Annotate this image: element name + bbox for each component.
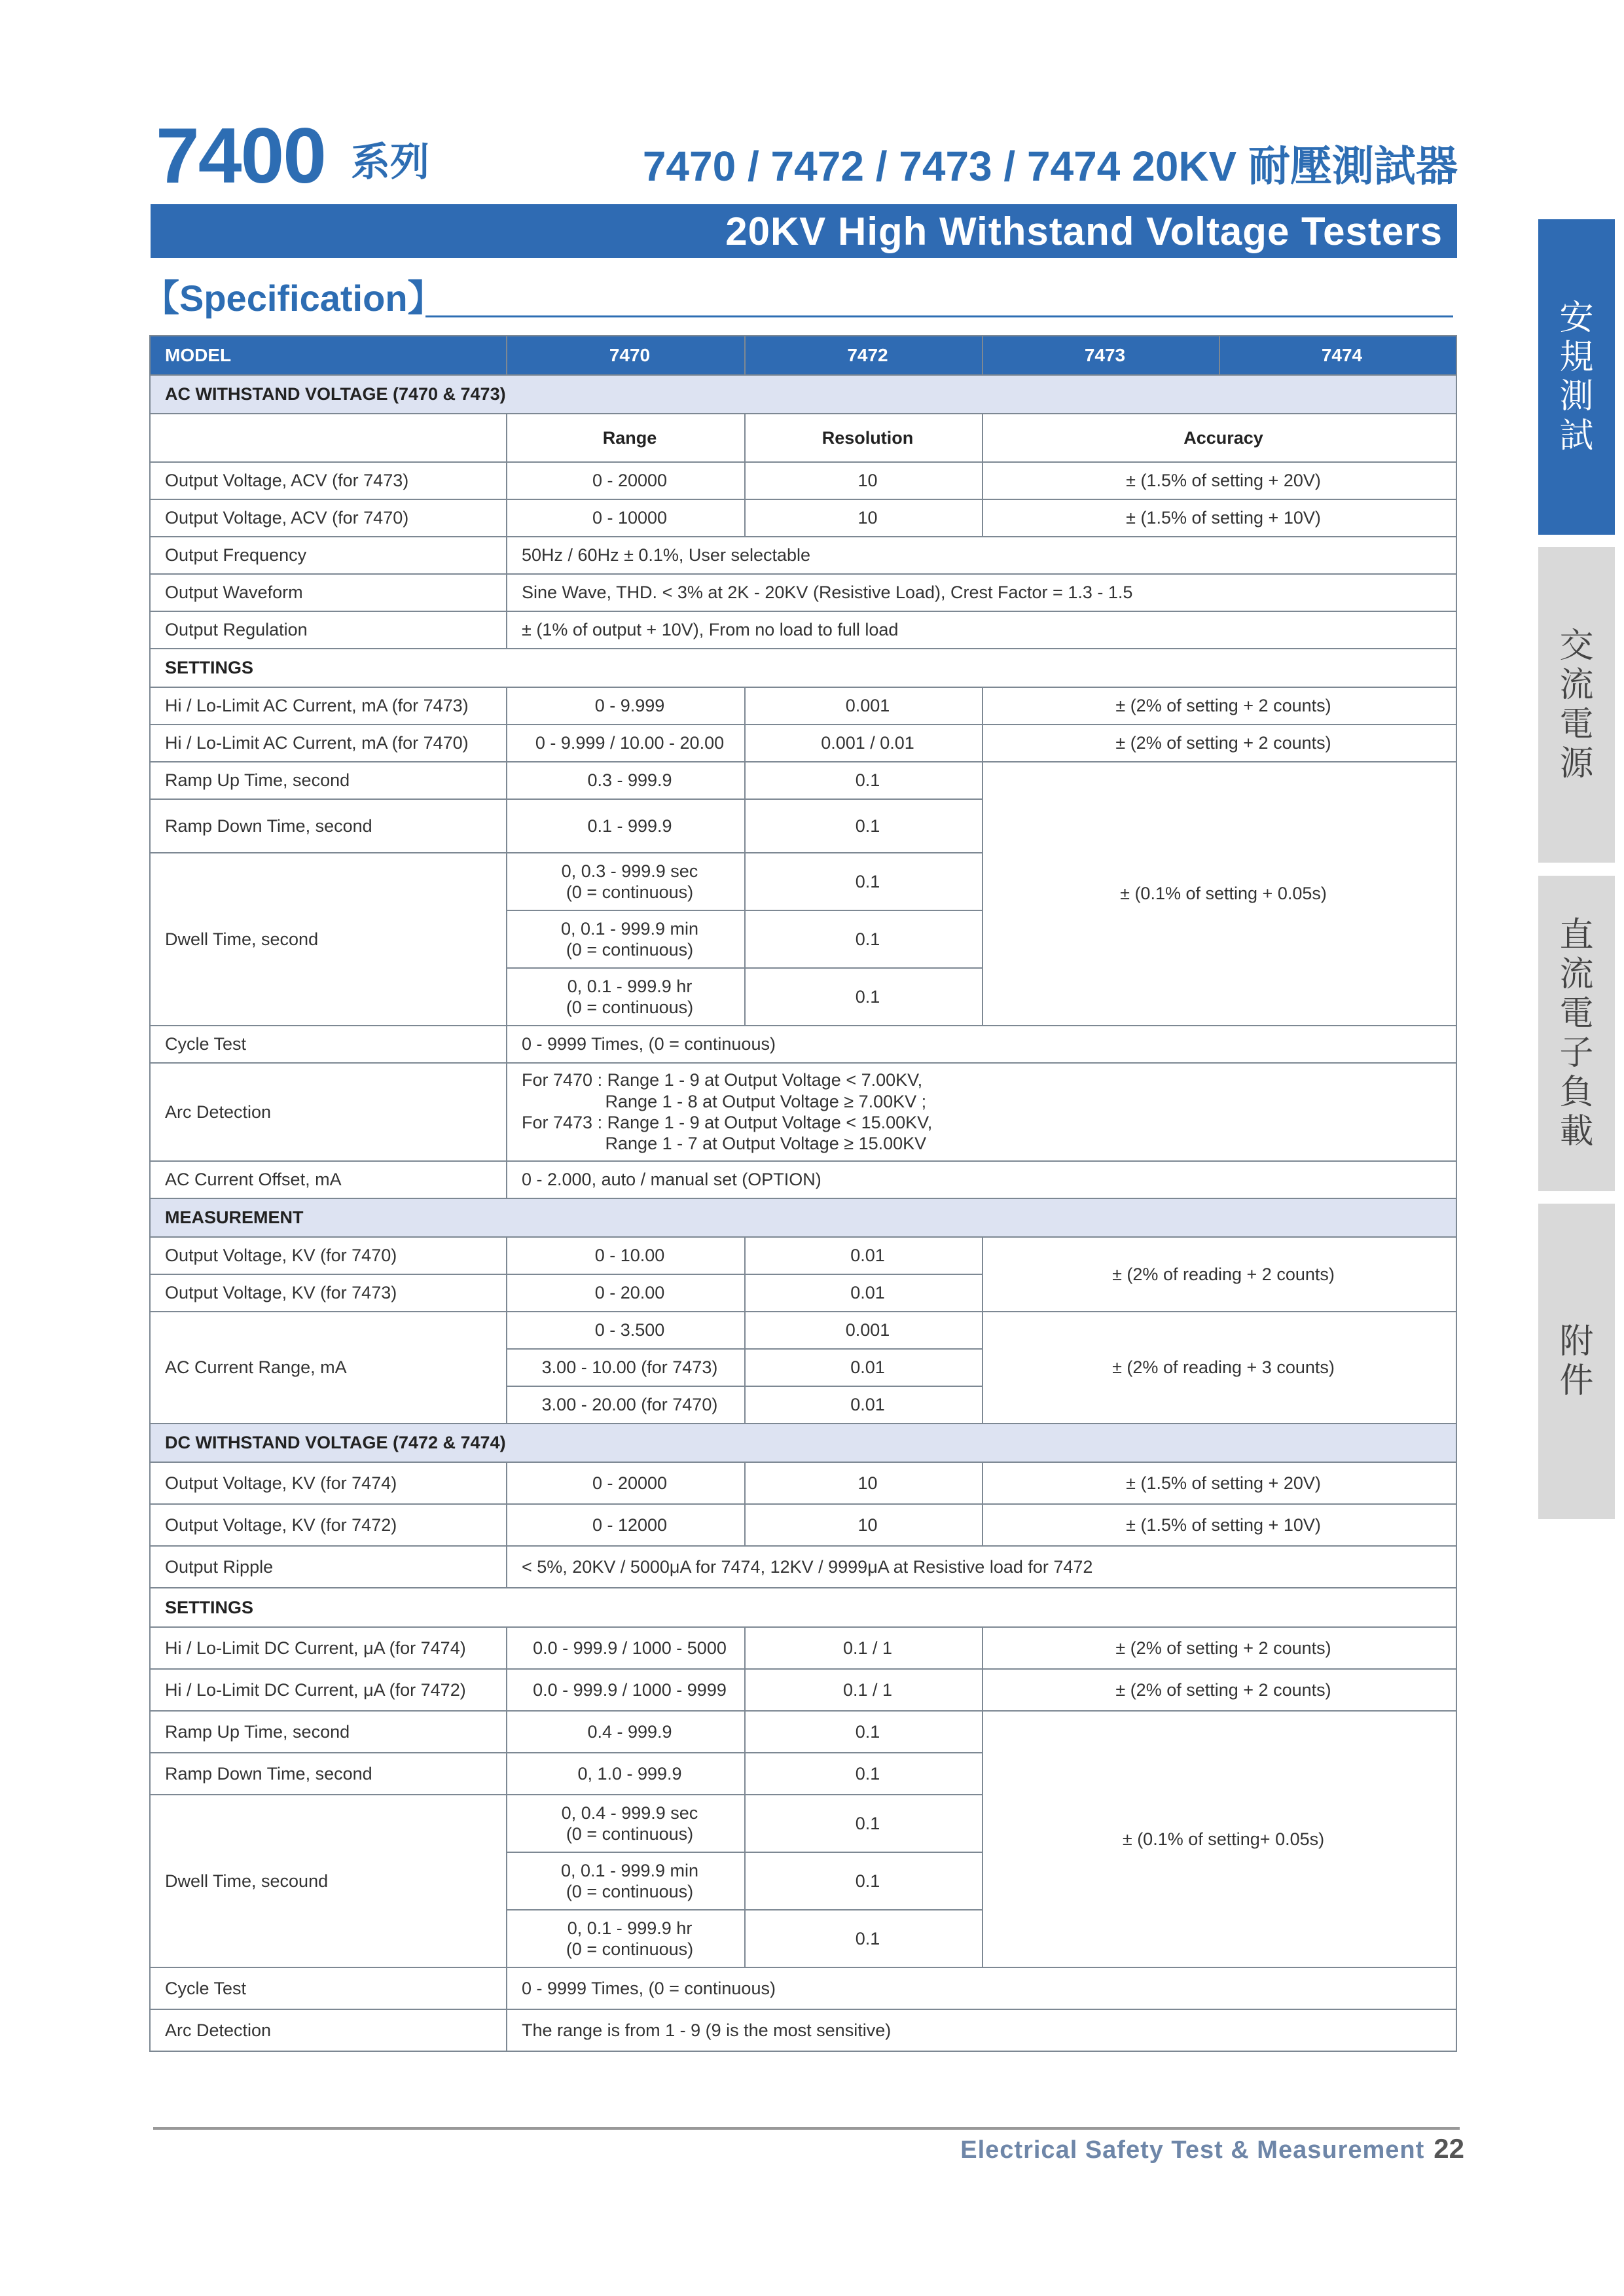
side-tab-glyph: 負	[1559, 1073, 1594, 1111]
dwell-note-line: (0 = continuous)	[566, 1824, 694, 1844]
header-7472: 7472	[745, 336, 983, 375]
table-row	[150, 462, 1456, 499]
range-cell: 3.00 - 20.00 (for 7470)	[507, 1386, 745, 1424]
resolution-cell: 0.1	[745, 1910, 983, 1967]
arc-line: Range 1 - 7 at Output Voltage ≥ 15.00KV	[522, 1134, 927, 1154]
footer	[960, 2132, 1464, 2166]
accuracy-cell: ± (2% of reading + 3 counts)	[983, 1312, 1456, 1424]
settings-label: SETTINGS	[150, 649, 1456, 687]
side-tab-label	[1559, 298, 1593, 456]
row-label: Output Voltage, KV (for 7472)	[150, 1504, 507, 1546]
accuracy-cell: ± (2% of setting + 2 counts)	[983, 1627, 1456, 1669]
row-label: AC Current Range, mA	[150, 1312, 507, 1424]
table-row	[150, 725, 1456, 762]
settings-label: SETTINGS	[150, 1588, 1456, 1627]
row-label: Ramp Up Time, second	[150, 1711, 507, 1753]
range-cell: 0 - 3.500	[507, 1312, 745, 1349]
side-tab-glyph: 直	[1559, 916, 1594, 954]
row-label: Output Waveform	[150, 574, 507, 611]
value-cell: 0 - 9999 Times, (0 = continuous)	[507, 1967, 1456, 2009]
table-row	[150, 1462, 1456, 1504]
resolution-cell: 10	[745, 462, 983, 499]
table-row	[150, 1669, 1456, 1711]
subsection-row	[150, 1588, 1456, 1627]
accuracy-cell: ± (1.5% of setting + 20V)	[983, 1462, 1456, 1504]
footer-rule	[153, 2127, 1460, 2130]
resolution-cell: 0.1	[745, 799, 983, 853]
value-cell: < 5%, 20KV / 5000μA for 7474, 12KV / 9999μA at Resistive load for 7472	[507, 1546, 1456, 1588]
table-row	[150, 1026, 1456, 1063]
dwell-range-line: 0, 0.4 - 999.9 sec	[561, 1803, 698, 1823]
row-label: Hi / Lo-Limit DC Current, μA (for 7474)	[150, 1627, 507, 1669]
table-row	[150, 499, 1456, 537]
empty-cell	[150, 414, 507, 462]
accuracy-cell: ± (0.1% of setting+ 0.05s)	[983, 1711, 1456, 1967]
range-cell: 0.0 - 999.9 / 1000 - 5000	[507, 1627, 745, 1669]
dwell-range-line: 0, 0.1 - 999.9 hr	[567, 976, 693, 996]
resolution-cell: 0.1	[745, 910, 983, 968]
table-row	[150, 537, 1456, 574]
dwell-range-line: 0, 0.3 - 999.9 sec	[561, 861, 698, 881]
table-row	[150, 1504, 1456, 1546]
measurement-label: MEASUREMENT	[150, 1198, 1456, 1237]
dwell-note-line: (0 = continuous)	[566, 940, 694, 960]
row-label: Output Ripple	[150, 1546, 507, 1588]
side-tab-glyph: 附	[1559, 1323, 1594, 1361]
dwell-range-line: 0, 0.1 - 999.9 min	[560, 918, 699, 939]
dwell-note-line: (0 = continuous)	[566, 882, 694, 902]
range-cell: 0 - 9.999 / 10.00 - 20.00	[507, 725, 745, 762]
resolution-cell: 0.001 / 0.01	[745, 725, 983, 762]
side-tab-glyph: 電	[1559, 706, 1594, 744]
side-tab-label	[1559, 626, 1593, 783]
row-label: Arc Detection	[150, 2009, 507, 2051]
range-cell	[507, 910, 745, 968]
row-label: Cycle Test	[150, 1967, 507, 2009]
side-tab-label	[1559, 916, 1593, 1151]
section-row	[150, 1198, 1456, 1237]
resolution-cell: 0.1	[745, 1795, 983, 1852]
range-cell: 0.1 - 999.9	[507, 799, 745, 853]
resolution-cell: 0.1	[745, 968, 983, 1026]
range-cell: 0 - 20.00	[507, 1274, 745, 1312]
col-accuracy: Accuracy	[983, 414, 1456, 462]
range-cell: 0.4 - 999.9	[507, 1711, 745, 1753]
side-tab-glyph: 流	[1559, 666, 1594, 704]
accuracy-cell: ± (1.5% of setting + 10V)	[983, 499, 1456, 537]
side-tab-accessories[interactable]	[1538, 1204, 1615, 1519]
table-row	[150, 762, 1456, 799]
dwell-note-line: (0 = continuous)	[566, 997, 694, 1017]
range-cell: 3.00 - 10.00 (for 7473)	[507, 1349, 745, 1386]
table-row	[150, 574, 1456, 611]
side-tab-label	[1559, 1322, 1593, 1401]
series-suffix: 系列	[351, 140, 429, 184]
resolution-cell: 0.1	[745, 1711, 983, 1753]
accuracy-cell: ± (0.1% of setting + 0.05s)	[983, 762, 1456, 1026]
dwell-range-line: 0, 0.1 - 999.9 hr	[567, 1918, 693, 1938]
accuracy-cell: ± (2% of reading + 2 counts)	[983, 1237, 1456, 1312]
table-row	[150, 611, 1456, 649]
row-label: Dwell Time, second	[150, 853, 507, 1026]
range-cell: 0 - 9.999	[507, 687, 745, 725]
value-cell: Sine Wave, THD. < 3% at 2K - 20KV (Resistive Load), Crest Factor = 1.3 - 1.5	[507, 574, 1456, 611]
resolution-cell: 0.1	[745, 1753, 983, 1795]
dwell-note-line: (0 = continuous)	[566, 1939, 694, 1959]
resolution-cell: 0.001	[745, 687, 983, 725]
side-tab-glyph: 規	[1559, 338, 1594, 376]
header-7473: 7473	[983, 336, 1219, 375]
title-bar-text: 20KV High Withstand Voltage Testers	[725, 209, 1443, 253]
row-label: Ramp Down Time, second	[150, 1753, 507, 1795]
table-row	[150, 687, 1456, 725]
table-row	[150, 1312, 1456, 1349]
header-7474: 7474	[1219, 336, 1456, 375]
arc-line: Range 1 - 8 at Output Voltage ≥ 7.00KV ;	[522, 1091, 927, 1111]
resolution-cell: 10	[745, 499, 983, 537]
accuracy-cell: ± (2% of setting + 2 counts)	[983, 725, 1456, 762]
footer-label: Electrical Safety Test & Measurement	[960, 2136, 1425, 2164]
side-tab-glyph: 載	[1559, 1113, 1594, 1151]
dwell-note-line: (0 = continuous)	[566, 1882, 694, 1901]
side-tab-glyph: 源	[1559, 745, 1594, 783]
table-row	[150, 1063, 1456, 1161]
side-tab-glyph: 流	[1559, 956, 1594, 994]
resolution-cell: 0.1	[745, 762, 983, 799]
arc-line: For 7470 : Range 1 - 9 at Output Voltage < 7.00KV,	[522, 1070, 923, 1090]
row-label: Arc Detection	[150, 1063, 507, 1161]
table-row	[150, 2009, 1456, 2051]
row-label: Ramp Up Time, second	[150, 762, 507, 799]
row-label: Output Voltage, KV (for 7473)	[150, 1274, 507, 1312]
accuracy-cell: ± (2% of setting + 2 counts)	[983, 687, 1456, 725]
section-row	[150, 375, 1456, 414]
row-label: Hi / Lo-Limit DC Current, μA (for 7472)	[150, 1669, 507, 1711]
header-7470: 7470	[507, 336, 745, 375]
side-tab-glyph: 安	[1559, 299, 1594, 337]
side-tab-glyph: 試	[1559, 417, 1594, 455]
range-cell: 0.0 - 999.9 / 1000 - 9999	[507, 1669, 745, 1711]
spec-heading-rule	[425, 315, 1453, 317]
row-label: Output Frequency	[150, 537, 507, 574]
value-cell: ± (1% of output + 10V), From no load to full load	[507, 611, 1456, 649]
arc-line: For 7473 : Range 1 - 9 at Output Voltage < 15.00KV,	[522, 1113, 933, 1132]
value-cell: The range is from 1 - 9 (9 is the most sensitive)	[507, 2009, 1456, 2051]
resolution-cell: 0.1	[745, 1852, 983, 1910]
title-bar	[151, 204, 1457, 258]
range-cell: 0 - 12000	[507, 1504, 745, 1546]
resolution-cell: 0.01	[745, 1386, 983, 1424]
resolution-cell: 0.1 / 1	[745, 1669, 983, 1711]
table-row	[150, 1627, 1456, 1669]
side-tab-glyph: 電	[1559, 995, 1594, 1033]
table-row	[150, 414, 1456, 462]
row-label: Output Regulation	[150, 611, 507, 649]
row-label: Hi / Lo-Limit AC Current, mA (for 7473)	[150, 687, 507, 725]
col-range: Range	[507, 414, 745, 462]
row-label: Ramp Down Time, second	[150, 799, 507, 853]
subsection-row	[150, 649, 1456, 687]
range-cell	[507, 968, 745, 1026]
range-cell: 0 - 10000	[507, 499, 745, 537]
table-row	[150, 1237, 1456, 1274]
row-label: AC Current Offset, mA	[150, 1161, 507, 1198]
side-tab-glyph: 交	[1559, 627, 1594, 665]
arc-detail-cell	[507, 1063, 1456, 1161]
range-cell: 0.3 - 999.9	[507, 762, 745, 799]
table-row	[150, 1711, 1456, 1753]
col-resolution: Resolution	[745, 414, 983, 462]
table-row	[150, 1546, 1456, 1588]
models-title: 7470 / 7472 / 7473 / 7474 20KV 耐壓測試器	[642, 143, 1458, 190]
row-label: Output Voltage, ACV (for 7473)	[150, 462, 507, 499]
side-tab-ac-power[interactable]	[1538, 547, 1615, 863]
range-cell	[507, 1910, 745, 1967]
value-cell: 0 - 9999 Times, (0 = continuous)	[507, 1026, 1456, 1063]
range-cell: 0 - 20000	[507, 462, 745, 499]
range-cell: 0, 1.0 - 999.9	[507, 1753, 745, 1795]
range-cell	[507, 1852, 745, 1910]
series-number: 7400	[156, 112, 325, 200]
resolution-cell: 0.001	[745, 1312, 983, 1349]
row-label: Dwell Time, secound	[150, 1795, 507, 1967]
range-cell: 0 - 10.00	[507, 1237, 745, 1274]
page-number: 22	[1434, 2133, 1464, 2164]
dc-section-label: DC WITHSTAND VOLTAGE (7472 & 7474)	[150, 1424, 1456, 1462]
range-cell	[507, 853, 745, 910]
resolution-cell: 0.01	[745, 1349, 983, 1386]
value-cell: 50Hz / 60Hz ± 0.1%, User selectable	[507, 537, 1456, 574]
side-tab-safety[interactable]	[1538, 219, 1615, 535]
accuracy-cell: ± (1.5% of setting + 20V)	[983, 462, 1456, 499]
dwell-range-line: 0, 0.1 - 999.9 min	[560, 1860, 699, 1880]
row-label: Output Voltage, ACV (for 7470)	[150, 499, 507, 537]
value-cell: 0 - 2.000, auto / manual set (OPTION)	[507, 1161, 1456, 1198]
resolution-cell: 0.1 / 1	[745, 1627, 983, 1669]
resolution-cell: 0.1	[745, 853, 983, 910]
side-tab-dc-load[interactable]	[1538, 876, 1615, 1191]
resolution-cell: 10	[745, 1504, 983, 1546]
row-label: Cycle Test	[150, 1026, 507, 1063]
range-cell	[507, 1795, 745, 1852]
table-row	[150, 1967, 1456, 2009]
row-label: Output Voltage, KV (for 7470)	[150, 1237, 507, 1274]
section-row	[150, 1424, 1456, 1462]
side-tab-glyph: 件	[1559, 1362, 1594, 1400]
resolution-cell: 0.01	[745, 1274, 983, 1312]
resolution-cell: 0.01	[745, 1237, 983, 1274]
row-label: Output Voltage, KV (for 7474)	[150, 1462, 507, 1504]
range-cell: 0 - 20000	[507, 1462, 745, 1504]
header-model: MODEL	[150, 336, 507, 375]
row-label: Hi / Lo-Limit AC Current, mA (for 7470)	[150, 725, 507, 762]
ac-section-label: AC WITHSTAND VOLTAGE (7470 & 7473)	[150, 375, 1456, 414]
side-tab-glyph: 子	[1559, 1034, 1594, 1072]
accuracy-cell: ± (2% of setting + 2 counts)	[983, 1669, 1456, 1711]
spec-heading: 【Specification】	[143, 278, 444, 319]
table-row	[150, 1161, 1456, 1198]
accuracy-cell: ± (1.5% of setting + 10V)	[983, 1504, 1456, 1546]
spec-table	[149, 335, 1457, 2052]
table-header-row	[150, 336, 1456, 375]
side-tab-glyph: 測	[1559, 378, 1594, 416]
resolution-cell: 10	[745, 1462, 983, 1504]
